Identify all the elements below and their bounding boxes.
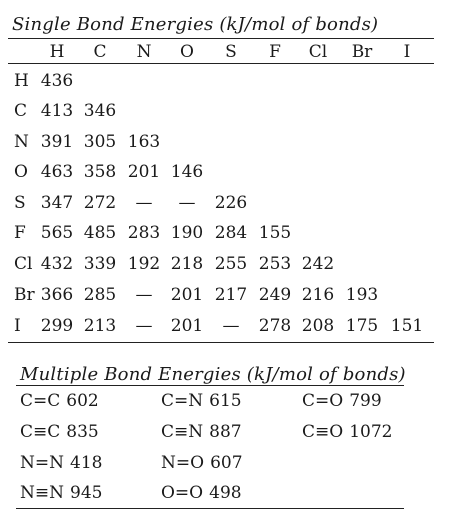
- table-cell: 201: [127, 162, 161, 182]
- table-cell: 201: [170, 316, 204, 336]
- table-cell: 413: [40, 101, 74, 121]
- row-label: N: [14, 132, 29, 152]
- table-cell: 284: [214, 223, 248, 243]
- bond-energy: 498: [209, 483, 242, 503]
- table-cell: 253: [258, 254, 292, 274]
- table-cell: 366: [40, 285, 74, 305]
- table-cell: 226: [214, 193, 248, 213]
- column-header: F: [269, 42, 281, 62]
- table-cell: 242: [301, 254, 335, 274]
- row-label: H: [14, 71, 29, 91]
- table-cell: 218: [170, 254, 204, 274]
- table-cell: 201: [170, 285, 204, 305]
- row-label: O: [14, 162, 28, 182]
- table-cell: 346: [83, 101, 117, 121]
- single-bottom-rule: [8, 342, 434, 343]
- bond-label: N=O: [161, 453, 205, 473]
- table-cell: 358: [83, 162, 117, 182]
- table-cell: 255: [214, 254, 248, 274]
- table-cell: 299: [40, 316, 74, 336]
- multiple-bond-title: Multiple Bond Energies (kJ/mol of bonds): [20, 364, 406, 385]
- table-cell: 339: [83, 254, 117, 274]
- bond-energy: 799: [349, 391, 382, 411]
- multiple-bottom-rule: [16, 508, 404, 509]
- table-cell: 208: [301, 316, 335, 336]
- bond-energy: 607: [210, 453, 243, 473]
- column-header: O: [180, 42, 194, 62]
- column-header: C: [93, 42, 107, 62]
- column-header: Cl: [308, 42, 328, 62]
- table-cell: 213: [83, 316, 117, 336]
- table-cell: 190: [170, 223, 204, 243]
- table-cell: 347: [40, 193, 74, 213]
- bond-label: C=N: [161, 391, 204, 411]
- table-cell: 155: [258, 223, 292, 243]
- bond-energy: 1072: [349, 422, 393, 442]
- table-cell: 278: [258, 316, 292, 336]
- bond-energy: 945: [70, 483, 103, 503]
- bond-label: C≡O: [302, 422, 344, 442]
- table-cell: 432: [40, 254, 74, 274]
- table-cell: —: [135, 285, 153, 305]
- table-cell: 436: [40, 71, 74, 91]
- bond-label: O=O: [161, 483, 204, 503]
- row-label: F: [14, 223, 26, 243]
- table-cell: 391: [40, 132, 74, 152]
- bond-label: C≡N: [161, 422, 204, 442]
- table-cell: 192: [127, 254, 161, 274]
- bond-energy: 602: [66, 391, 99, 411]
- table-cell: —: [178, 193, 196, 213]
- table-cell: 249: [258, 285, 292, 305]
- row-label: Cl: [14, 254, 33, 274]
- column-header: I: [403, 42, 411, 62]
- table-cell: 283: [127, 223, 161, 243]
- bond-label: C=O: [302, 391, 344, 411]
- table-cell: —: [135, 316, 153, 336]
- table-cell: 305: [83, 132, 117, 152]
- table-cell: —: [135, 193, 153, 213]
- table-cell: 163: [127, 132, 161, 152]
- column-header: H: [49, 42, 65, 62]
- multiple-title-rule: [16, 385, 404, 386]
- bond-energy: 835: [66, 422, 99, 442]
- table-cell: 193: [345, 285, 379, 305]
- table-cell: 216: [301, 285, 335, 305]
- bond-label: N≡N: [20, 483, 64, 503]
- table-cell: —: [222, 316, 240, 336]
- bond-energy: 418: [70, 453, 103, 473]
- bond-label: C≡C: [20, 422, 61, 442]
- table-cell: 272: [83, 193, 117, 213]
- row-label: S: [14, 193, 26, 213]
- row-label: Br: [14, 285, 35, 305]
- single-header-rule: [8, 63, 434, 64]
- table-cell: 285: [83, 285, 117, 305]
- table-cell: 175: [345, 316, 379, 336]
- bond-energy: 887: [209, 422, 242, 442]
- row-label: I: [14, 316, 21, 336]
- bond-energy: 615: [209, 391, 242, 411]
- table-cell: 217: [214, 285, 248, 305]
- row-label: C: [14, 101, 28, 121]
- table-cell: 565: [40, 223, 74, 243]
- column-header: N: [136, 42, 152, 62]
- bond-label: N=N: [20, 453, 64, 473]
- table-cell: 146: [170, 162, 204, 182]
- single-bond-title: Single Bond Energies (kJ/mol of bonds): [12, 14, 379, 35]
- table-cell: 463: [40, 162, 74, 182]
- bond-label: C=C: [20, 391, 61, 411]
- table-cell: 485: [83, 223, 117, 243]
- table-cell: 151: [390, 316, 424, 336]
- single-title-rule: [8, 38, 434, 39]
- column-header: Br: [351, 42, 373, 62]
- column-header: S: [225, 42, 237, 62]
